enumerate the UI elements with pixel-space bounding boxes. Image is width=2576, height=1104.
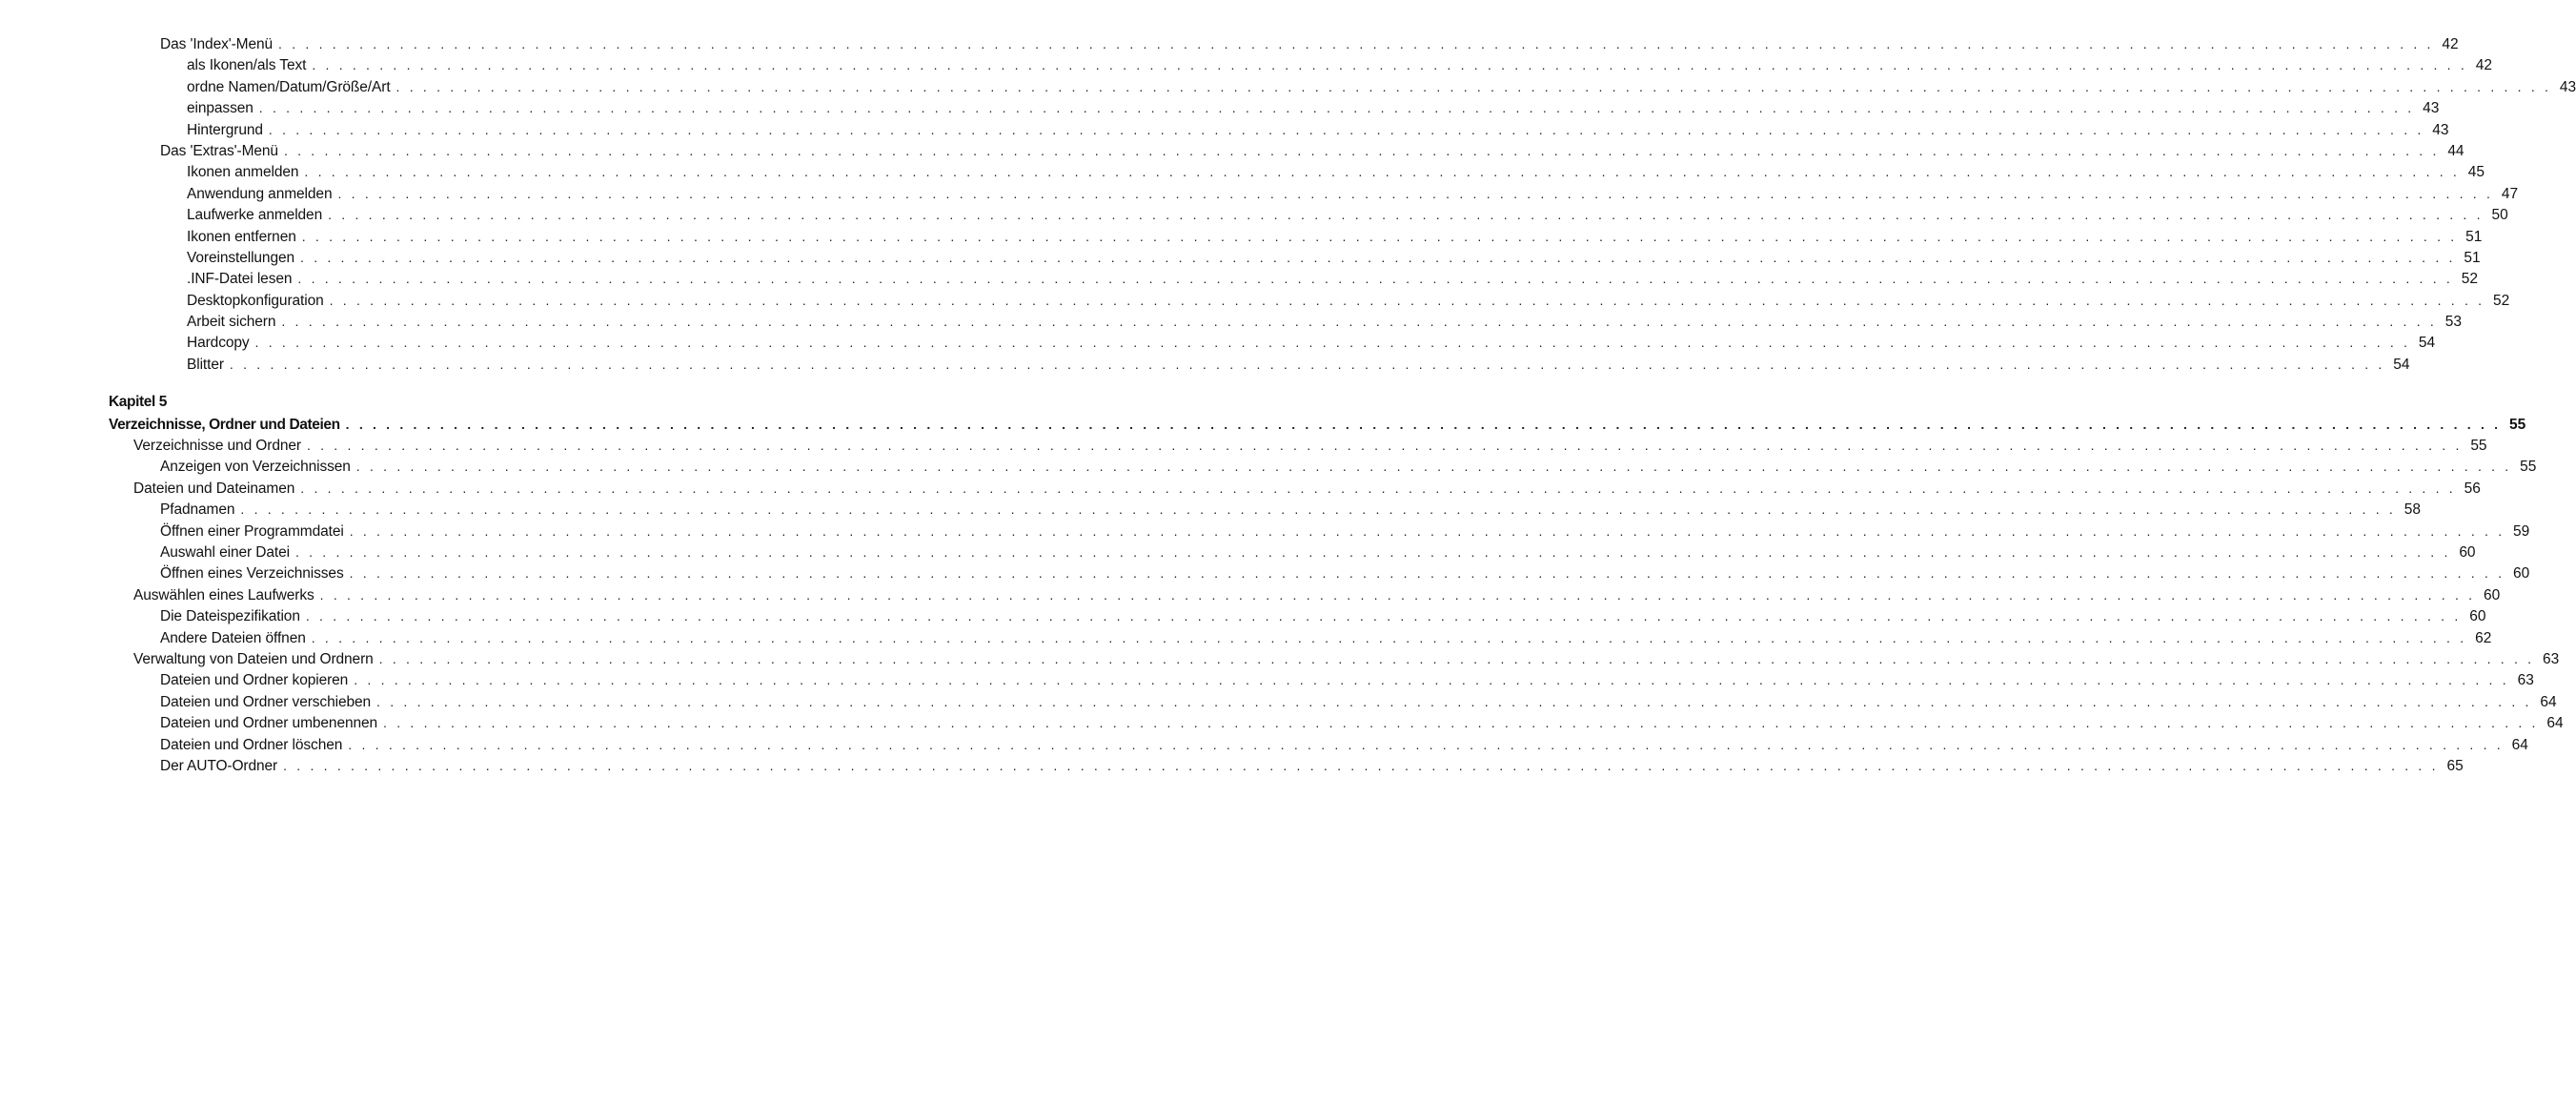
toc-entry-page: 55 bbox=[2509, 416, 2526, 433]
toc-entry-page: 53 bbox=[2444, 314, 2462, 331]
dot-leader: . . . . . . . . . . . . . . . . . . . . . . . . . . . . . . . . . . . . . . . . . . . . . . . . . . . . . . . . . . . . . . . . . . . . . . . . . . . . . . . . . . . . . . . . . . . . . . . . . . . . . . . . . . . . . . . . . . . . . . . . . . . . . . . . . . . . . . . . . . . . . . . . . . . . . . . . . . . . . . . . bbox=[300, 249, 2456, 265]
toc-entry-label: Auswahl einer Datei bbox=[160, 543, 290, 561]
dot-leader: . . . . . . . . . . . . . . . . . . . . . . . . . . . . . . . . . . . . . . . . . . . . . . . . . . . . . . . . . . . . . . . . . . . . . . . . . . . . . . . . . . . . . . . . . . . . . . . . . . . . . . . . . . . . . . . . . . . . . . . . . . . . . . . . . . . . . . . . . . . . . . . . . . . . . . . . . . . . . . . . bbox=[383, 715, 2539, 731]
chapter-heading bbox=[0, 392, 905, 413]
dot-leader: . . . . . . . . . . . . . . . . . . . . . . . . . . . . . . . . . . . . . . . . . . . . . . . . . . . . . . . . . . . . . . . . . . . . . . . . . . . . . . . . . . . . . . . . . . . . . . . . . . . . . . . . . . . . . . . . . . . . . . . . . . . . . . . . . . . . . . . . . . . . . . . . . . . . . . . . . . . . . . . . bbox=[348, 736, 2504, 752]
toc-entry bbox=[0, 54, 2492, 75]
toc-entry-page: 64 bbox=[2546, 715, 2564, 732]
toc-entry-page: 64 bbox=[2511, 736, 2528, 753]
table-of-contents bbox=[0, 33, 2576, 776]
toc-entry-label: als Ikonen/als Text bbox=[187, 57, 307, 74]
toc-entry bbox=[0, 542, 2476, 562]
dot-leader: . . . . . . . . . . . . . . . . . . . . . . . . . . . . . . . . . . . . . . . . . . . . . . . . . . . . . . . . . . . . . . . . . . . . . . . . . . . . . . . . . . . . . . . . . . . . . . . . . . . . . . . . . . . . . . . . . . . . . . . . . . . . . . . . . . . . . . . . . . . . . . . . . . . . . . . . . . . . . . . . bbox=[229, 356, 2385, 372]
dot-leader: . . . . . . . . . . . . . . . . . . . . . . . . . . . . . . . . . . . . . . . . . . . . . . . . . . . . . . . . . . . . . . . . . . . . . . . . . . . . . . . . . . . . . . . . . . . . . . . . . . . . . . . . . . . . . . . . . . . . . . . . . . . . . . . . . . . . . . . . . . . . . . . . . . . . . . . . . . . . . . . . bbox=[376, 693, 2532, 709]
dot-leader: . . . . . . . . . . . . . . . . . . . . . . . . . . . . . . . . . . . . . . . . . . . . . . . . . . . . . . . . . . . . . . . . . . . . . . . . . . . . . . . . . . . . . . . . . . . . . . . . . . . . . . . . . . . . . . . . . . . . . . . . . . . . . . . . . . . . . . . . . . . . . . . . . . . . . . . . . . . . . . . . bbox=[311, 629, 2467, 645]
dot-leader: . . . . . . . . . . . . . . . . . . . . . . . . . . . . . . . . . . . . . . . . . . . . . . . . . . . . . . . . . . . . . . . . . . . . . . . . . . . . . . . . . . . . . . . . . . . . . . . . . . . . . . . . . . . . . . . . . . . . . . . . . . . . . . . . . . . . . . . . . . . . . . . . . . . . . . . . . . . . . . . . bbox=[349, 565, 2505, 582]
toc-entry-label: Das 'Index'-Menü bbox=[160, 36, 274, 52]
dot-leader: . . . . . . . . . . . . . . . . . . . . . . . . . . . . . . . . . . . . . . . . . . . . . . . . . . . . . . . . . . . . . . . . . . . . . . . . . . . . . . . . . . . . . . . . . . . . . . . . . . . . . . . . . . . . . . . . . . . . . . . . . . . . . . . . . . . . . . . . . . . . . . . . . . . . . . . . . . . . . . . . bbox=[283, 142, 2440, 158]
toc-entry-page: 52 bbox=[2492, 292, 2510, 309]
dot-leader: . . . . . . . . . . . . . . . . . . . . . . . . . . . . . . . . . . . . . . . . . . . . . . . . . . . . . . . . . . . . . . . . . . . . . . . . . . . . . . . . . . . . . . . . . . . . . . . . . . . . . . . . . . . . . . . . . . . . . . . . . . . . . . . . . . . . . . . . . . . . . . . . . . . . . . . . . . . . . . . . bbox=[240, 501, 2396, 518]
toc-entry bbox=[0, 627, 2492, 648]
dot-leader: . . . . . . . . . . . . . . . . . . . . . . . . . . . . . . . . . . . . . . . . . . . . . . . . . . . . . . . . . . . . . . . . . . . . . . . . . . . . . . . . . . . . . . . . . . . . . . . . . . . . . . . . . . . . . . . . . . . . . . . . . . . . . . . . . . . . . . . . . . . . . . . . . . . . . . . . . . . . . . . . bbox=[319, 586, 2476, 603]
dot-leader: . . . . . . . . . . . . . . . . . . . . . . . . . . . . . . . . . . . . . . . . . . . . . . . . . . . . . . . . . . . . . . . . . . . . . . . . . . . . . . . . . . . . . . . . . . . . . . . . . . . . . . . . . . . . . . . . . . . . . . . . . . . . . . . . . . . . . . . . . . . . . . . . . . . . . . . . . . . . . . . . bbox=[258, 100, 2415, 116]
dot-leader: . . . . . . . . . . . . . . . . . . . . . . . . . . . . . . . . . . . . . . . . . . . . . . . . . . . . . . . . . . . . . . . . . . . . . . . . . . . . . . . . . . . . . . . . . . . . . . . . . . . . . . . . . . . . . . . . . . . . . . . . . . . . . . . . . . . . . . . . . . . . . . . . . . . . . . . . . . . . . . . . bbox=[337, 185, 2494, 201]
toc-entry-page: 43 bbox=[2423, 100, 2440, 117]
toc-entry bbox=[0, 562, 2530, 583]
dot-leader: . . . . . . . . . . . . . . . . . . . . . . . . . . . . . . . . . . . . . . . . . . . . . . . . . . . . . . . . . . . . . . . . . . . . . . . . . . . . . . . . . . . . . . . . . . . . . . . . . . . . . . . . . . . . . . . . . . . . . . . . . . . . . . . . . . . . . . . . . . . . . . . . . . . . . . . . . . . . . . . . bbox=[268, 121, 2424, 137]
toc-entry bbox=[0, 605, 2486, 626]
toc-entry-label: Öffnen eines Verzeichnisses bbox=[160, 565, 344, 583]
toc-entry-label: Das 'Extras'-Menü bbox=[160, 142, 278, 159]
toc-entry-page: 63 bbox=[2517, 672, 2534, 689]
toc-entry bbox=[0, 290, 2510, 311]
toc-entry-label: Der AUTO-Ordner bbox=[160, 757, 278, 774]
toc-entry-page: 42 bbox=[2442, 36, 2459, 52]
toc-entry bbox=[0, 119, 2449, 140]
toc-entry bbox=[0, 183, 2519, 204]
toc-entry-label: Hintergrund bbox=[187, 121, 263, 138]
toc-entry bbox=[0, 414, 2526, 435]
toc-entry-label: Anwendung anmelden bbox=[187, 185, 333, 202]
dot-leader: . . . . . . . . . . . . . . . . . . . . . . . . . . . . . . . . . . . . . . . . . . . . . . . . . . . . . . . . . . . . . . . . . . . . . . . . . . . . . . . . . . . . . . . . . . . . . . . . . . . . . . . . . . . . . . . . . . . . . . . . . . . . . . . . . . . . . . . . . . . . . . . . . . . . . . . . . . . . . . . . bbox=[345, 416, 2502, 432]
dot-leader: . . . . . . . . . . . . . . . . . . . . . . . . . . . . . . . . . . . . . . . . . . . . . . . . . . . . . . . . . . . . . . . . . . . . . . . . . . . . . . . . . . . . . . . . . . . . . . . . . . . . . . . . . . . . . . . . . . . . . . . . . . . . . . . . . . . . . . . . . . . . . . . . . . . . . . . . . . . . . . . . bbox=[349, 522, 2505, 539]
dot-leader: . . . . . . . . . . . . . . . . . . . . . . . . . . . . . . . . . . . . . . . . . . . . . . . . . . . . . . . . . . . . . . . . . . . . . . . . . . . . . . . . . . . . . . . . . . . . . . . . . . . . . . . . . . . . . . . . . . . . . . . . . . . . . . . . . . . . . . . . . . . . . . . . . . . . . . . . . . . . . . . . bbox=[278, 36, 2434, 51]
toc-entry-label: Dateien und Ordner kopieren bbox=[160, 672, 349, 689]
toc-entry-page: 43 bbox=[2559, 78, 2576, 95]
toc-entry-page: 43 bbox=[2432, 121, 2449, 138]
toc-entry-page: 65 bbox=[2446, 757, 2464, 774]
toc-entry bbox=[0, 521, 2530, 542]
toc-entry bbox=[0, 332, 2436, 353]
toc-entry-label: Auswählen eines Laufwerks bbox=[133, 586, 314, 603]
toc-entry bbox=[0, 755, 2464, 776]
toc-entry bbox=[0, 435, 2487, 456]
toc-entry-label: Verzeichnisse und Ordner bbox=[133, 438, 301, 455]
toc-entry-page: 60 bbox=[2459, 543, 2476, 561]
toc-entry-label: Dateien und Ordner löschen bbox=[160, 736, 343, 753]
toc-entry-page: 47 bbox=[2501, 185, 2519, 202]
toc-entry-label: Verwaltung von Dateien und Ordnern bbox=[133, 650, 374, 667]
toc-entry-page: 60 bbox=[2469, 608, 2486, 625]
toc-entry-label: Pfadnamen bbox=[160, 501, 235, 519]
dot-leader: . . . . . . . . . . . . . . . . . . . . . . . . . . . . . . . . . . . . . . . . . . . . . . . . . . . . . . . . . . . . . . . . . . . . . . . . . . . . . . . . . . . . . . . . . . . . . . . . . . . . . . . . . . . . . . . . . . . . . . . . . . . . . . . . . . . . . . . . . . . . . . . . . . . . . . . . . . . . . . . . bbox=[306, 438, 2463, 454]
toc-entry bbox=[0, 354, 2410, 375]
toc-entry-label: Öffnen einer Programmdatei bbox=[160, 522, 344, 540]
toc-entry-page: 56 bbox=[2464, 480, 2481, 497]
toc-entry-page: 52 bbox=[2461, 271, 2478, 288]
toc-entry-label: Dateien und Dateinamen bbox=[133, 480, 295, 497]
toc-entry bbox=[0, 669, 2534, 690]
toc-entry bbox=[0, 648, 2560, 669]
toc-entry-label: Ikonen anmelden bbox=[187, 164, 299, 181]
toc-entry-label: Die Dateispezifikation bbox=[160, 608, 300, 625]
dot-leader: . . . . . . . . . . . . . . . . . . . . . . . . . . . . . . . . . . . . . . . . . . . . . . . . . . . . . . . . . . . . . . . . . . . . . . . . . . . . . . . . . . . . . . . . . . . . . . . . . . . . . . . . . . . . . . . . . . . . . . . . . . . . . . . . . . . . . . . . . . . . . . . . . . . . . . . . . . . . . . . . bbox=[305, 608, 2462, 624]
toc-entry-page: 51 bbox=[2465, 228, 2483, 245]
toc-entry bbox=[0, 268, 2478, 289]
toc-entry bbox=[0, 204, 2508, 225]
toc-entry-page: 50 bbox=[2491, 207, 2508, 224]
toc-entry-label: ordne Namen/Datum/Größe/Art bbox=[187, 78, 391, 95]
toc-entry-label: .INF-Datei lesen bbox=[187, 271, 293, 288]
toc-entry-label: Hardcopy bbox=[187, 335, 250, 352]
dot-leader: . . . . . . . . . . . . . . . . . . . . . . . . . . . . . . . . . . . . . . . . . . . . . . . . . . . . . . . . . . . . . . . . . . . . . . . . . . . . . . . . . . . . . . . . . . . . . . . . . . . . . . . . . . . . . . . . . . . . . . . . . . . . . . . . . . . . . . . . . . . . . . . . . . . . . . . . . . . . . . . . bbox=[354, 672, 2509, 688]
toc-entry bbox=[0, 76, 2576, 97]
dot-leader: . . . . . . . . . . . . . . . . . . . . . . . . . . . . . . . . . . . . . . . . . . . . . . . . . . . . . . . . . . . . . . . . . . . . . . . . . . . . . . . . . . . . . . . . . . . . . . . . . . . . . . . . . . . . . . . . . . . . . . . . . . . . . . . . . . . . . . . . . . . . . . . . . . . . . . . . . . . . . . . . bbox=[297, 271, 2453, 287]
toc-entry-page: 45 bbox=[2467, 164, 2485, 181]
toc-entry-label: einpassen bbox=[187, 100, 254, 117]
toc-entry bbox=[0, 499, 2421, 520]
toc-entry-page: 54 bbox=[2418, 335, 2436, 352]
toc-entry-page: 55 bbox=[2470, 438, 2487, 455]
toc-entry-page: 63 bbox=[2543, 650, 2560, 667]
toc-entry bbox=[0, 584, 2501, 605]
toc-entry-page: 59 bbox=[2513, 522, 2530, 540]
toc-entry-page: 60 bbox=[2512, 565, 2530, 583]
toc-entry-page: 44 bbox=[2447, 142, 2464, 159]
toc-entry-page: 64 bbox=[2540, 693, 2557, 710]
dot-leader: . . . . . . . . . . . . . . . . . . . . . . . . . . . . . . . . . . . . . . . . . . . . . . . . . . . . . . . . . . . . . . . . . . . . . . . . . . . . . . . . . . . . . . . . . . . . . . . . . . . . . . . . . . . . . . . . . . . . . . . . . . . . . . . . . . . . . . . . . . . . . . . . . . . . . . . . . . . . . . . . bbox=[304, 164, 2461, 180]
toc-entry-page: 58 bbox=[2404, 501, 2421, 519]
toc-entry-label: Blitter bbox=[187, 356, 224, 373]
toc-entry-label: Desktopkonfiguration bbox=[187, 292, 324, 309]
toc-entry bbox=[0, 734, 2528, 755]
toc-entry-label: Ikonen entfernen bbox=[187, 228, 296, 245]
toc-entry-label: Laufwerke anmelden bbox=[187, 207, 323, 224]
toc-entry bbox=[0, 226, 2483, 247]
toc-entry-label: Anzeigen von Verzeichnissen bbox=[160, 459, 351, 476]
dot-leader: . . . . . . . . . . . . . . . . . . . . . . . . . . . . . . . . . . . . . . . . . . . . . . . . . . . . . . . . . . . . . . . . . . . . . . . . . . . . . . . . . . . . . . . . . . . . . . . . . . . . . . . . . . . . . . . . . . . . . . . . . . . . . . . . . . . . . . . . . . . . . . . . . . . . . . . . . . . . . . . . bbox=[378, 650, 2535, 666]
toc-entry-page: 60 bbox=[2484, 586, 2501, 603]
toc-entry bbox=[0, 97, 2440, 118]
toc-entry bbox=[0, 161, 2485, 182]
dot-leader: . . . . . . . . . . . . . . . . . . . . . . . . . . . . . . . . . . . . . . . . . . . . . . . . . . . . . . . . . . . . . . . . . . . . . . . . . . . . . . . . . . . . . . . . . . . . . . . . . . . . . . . . . . . . . . . . . . . . . . . . . . . . . . . . . . . . . . . . . . . . . . . . . . . . . . . . . . . . . . . . bbox=[312, 57, 2467, 73]
toc-entry-label: Dateien und Ordner umbenennen bbox=[160, 715, 378, 732]
dot-leader: . . . . . . . . . . . . . . . . . . . . . . . . . . . . . . . . . . . . . . . . . . . . . . . . . . . . . . . . . . . . . . . . . . . . . . . . . . . . . . . . . . . . . . . . . . . . . . . . . . . . . . . . . . . . . . . . . . . . . . . . . . . . . . . . . . . . . . . . . . . . . . . . . . . . . . . . . . . . . . . . bbox=[281, 314, 2437, 330]
toc-entry-label: Voreinstellungen bbox=[187, 249, 295, 266]
toc-entry bbox=[0, 311, 2462, 332]
dot-leader: . . . . . . . . . . . . . . . . . . . . . . . . . . . . . . . . . . . . . . . . . . . . . . . . . . . . . . . . . . . . . . . . . . . . . . . . . . . . . . . . . . . . . . . . . . . . . . . . . . . . . . . . . . . . . . . . . . . . . . . . . . . . . . . . . . . . . . . . . . . . . . . . . . . . . . . . . . . . . . . . bbox=[254, 335, 2411, 351]
toc-entry-page: 62 bbox=[2475, 629, 2492, 646]
toc-entry-page: 42 bbox=[2475, 57, 2492, 74]
toc-entry bbox=[0, 712, 2564, 733]
dot-leader: . . . . . . . . . . . . . . . . . . . . . . . . . . . . . . . . . . . . . . . . . . . . . . . . . . . . . . . . . . . . . . . . . . . . . . . . . . . . . . . . . . . . . . . . . . . . . . . . . . . . . . . . . . . . . . . . . . . . . . . . . . . . . . . . . . . . . . . . . . . . . . . . . . . . . . . . . . . . . . . . bbox=[329, 292, 2485, 308]
dot-leader: . . . . . . . . . . . . . . . . . . . . . . . . . . . . . . . . . . . . . . . . . . . . . . . . . . . . . . . . . . . . . . . . . . . . . . . . . . . . . . . . . . . . . . . . . . . . . . . . . . . . . . . . . . . . . . . . . . . . . . . . . . . . . . . . . . . . . . . . . . . . . . . . . . . . . . . . . . . . . . . . bbox=[355, 459, 2512, 475]
toc-entry bbox=[0, 478, 2481, 499]
toc-entry bbox=[0, 456, 2537, 477]
dot-leader: . . . . . . . . . . . . . . . . . . . . . . . . . . . . . . . . . . . . . . . . . . . . . . . . . . . . . . . . . . . . . . . . . . . . . . . . . . . . . . . . . . . . . . . . . . . . . . . . . . . . . . . . . . . . . . . . . . . . . . . . . . . . . . . . . . . . . . . . . . . . . . . . . . . . . . . . . . . . . . . . bbox=[328, 207, 2484, 223]
toc-entry bbox=[0, 140, 2464, 161]
toc-entry-page: 55 bbox=[2520, 459, 2537, 476]
dot-leader: . . . . . . . . . . . . . . . . . . . . . . . . . . . . . . . . . . . . . . . . . . . . . . . . . . . . . . . . . . . . . . . . . . . . . . . . . . . . . . . . . . . . . . . . . . . . . . . . . . . . . . . . . . . . . . . . . . . . . . . . . . . . . . . . . . . . . . . . . . . . . . . . . . . . . . . . . . . . . . . . bbox=[294, 543, 2451, 560]
chapter-heading-text: Kapitel 5 bbox=[109, 394, 168, 411]
toc-entry-label: Dateien und Ordner verschieben bbox=[160, 693, 372, 710]
toc-entry-page: 51 bbox=[2464, 249, 2481, 266]
toc-entry bbox=[0, 33, 2459, 54]
toc-entry-label: Arbeit sichern bbox=[187, 314, 276, 331]
toc-entry-label: Verzeichnisse, Ordner und Dateien bbox=[109, 416, 340, 433]
toc-entry bbox=[0, 247, 2481, 268]
toc-entry-label: Andere Dateien öffnen bbox=[160, 629, 306, 646]
toc-entry-page: 54 bbox=[2393, 356, 2410, 373]
dot-leader: . . . . . . . . . . . . . . . . . . . . . . . . . . . . . . . . . . . . . . . . . . . . . . . . . . . . . . . . . . . . . . . . . . . . . . . . . . . . . . . . . . . . . . . . . . . . . . . . . . . . . . . . . . . . . . . . . . . . . . . . . . . . . . . . . . . . . . . . . . . . . . . . . . . . . . . . . . . . . . . . bbox=[396, 78, 2552, 94]
dot-leader: . . . . . . . . . . . . . . . . . . . . . . . . . . . . . . . . . . . . . . . . . . . . . . . . . . . . . . . . . . . . . . . . . . . . . . . . . . . . . . . . . . . . . . . . . . . . . . . . . . . . . . . . . . . . . . . . . . . . . . . . . . . . . . . . . . . . . . . . . . . . . . . . . . . . . . . . . . . . . . . . bbox=[300, 480, 2456, 496]
dot-leader: . . . . . . . . . . . . . . . . . . . . . . . . . . . . . . . . . . . . . . . . . . . . . . . . . . . . . . . . . . . . . . . . . . . . . . . . . . . . . . . . . . . . . . . . . . . . . . . . . . . . . . . . . . . . . . . . . . . . . . . . . . . . . . . . . . . . . . . . . . . . . . . . . . . . . . . . . . . . . . . . bbox=[301, 228, 2458, 244]
dot-leader: . . . . . . . . . . . . . . . . . . . . . . . . . . . . . . . . . . . . . . . . . . . . . . . . . . . . . . . . . . . . . . . . . . . . . . . . . . . . . . . . . . . . . . . . . . . . . . . . . . . . . . . . . . . . . . . . . . . . . . . . . . . . . . . . . . . . . . . . . . . . . . . . . . . . . . . . . . . . . . . . bbox=[283, 757, 2439, 773]
toc-entry bbox=[0, 691, 2557, 712]
